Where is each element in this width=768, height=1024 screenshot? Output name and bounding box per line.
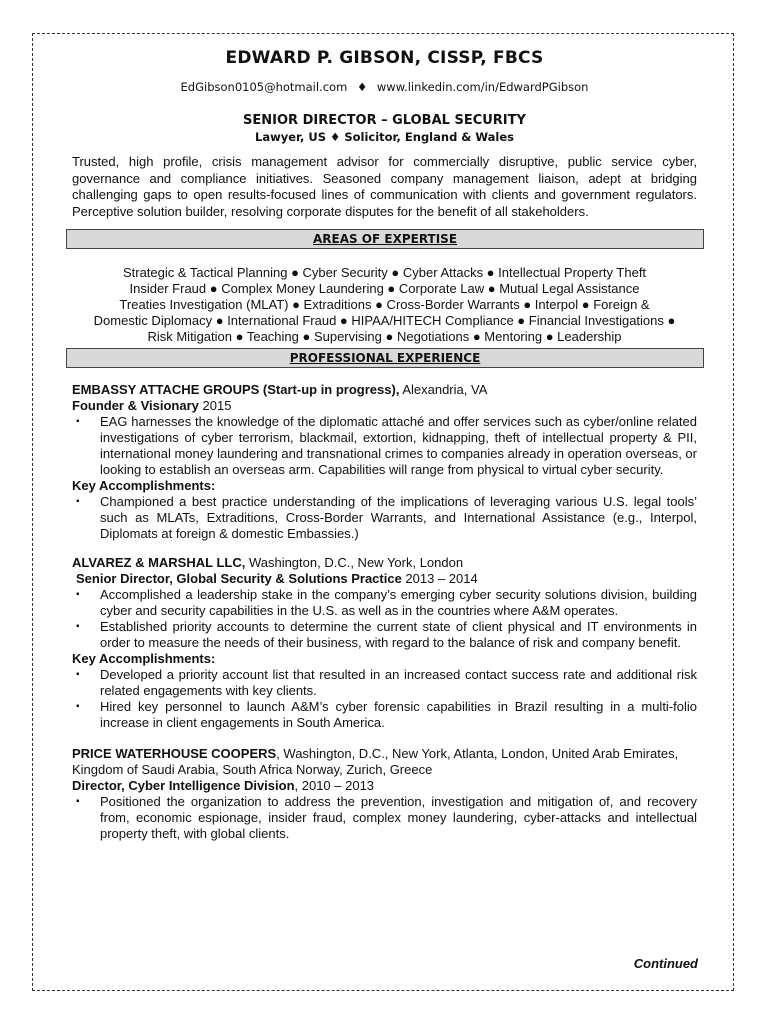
job-dates: , 2010 – 2013 <box>294 778 375 793</box>
key-accomplishments-label: Key Accomplishments: <box>72 651 216 666</box>
job-duties <box>72 794 697 842</box>
credentials-line: Lawyer, US ♦ Solicitor, England & Wales <box>255 130 514 144</box>
professional-summary: Trusted, high profile, crisis management advisor for commercially disruptive, public service cyber, governance and compliance initiatives. Seasoned company management liaison, adept at bridging challenging gaps to open results-focused lines of communication with clients and government regulators. Perceptive solution builder, resolving corporate disputes for the benefit of all stakeholders. <box>72 154 697 219</box>
job-title-line <box>72 398 697 414</box>
continued-marker: Continued <box>633 956 698 971</box>
job-entry <box>72 555 697 731</box>
diamond-separator-icon: ♦ <box>356 80 368 94</box>
job-title: Founder & Visionary <box>72 398 199 413</box>
key-accomplishments-label: Key Accomplishments: <box>72 478 216 493</box>
job-entry <box>72 382 697 542</box>
job-title: Director, Cyber Intelligence Division <box>72 778 295 793</box>
company-name: ALVAREZ & MARSHAL LLC, <box>72 555 246 570</box>
bullet-square-icon: ▪ <box>76 701 80 712</box>
accomplishment-text: Championed a best practice understanding of the implications of leveraging various U.S. legal tools’ such as MLATs, Extraditions, Cross-Border Warrants, and International Assistance (e.g., Interpol, Diplomats at foreign & domestic Embassies.) <box>100 494 697 541</box>
list-item <box>72 587 697 619</box>
candidate-name: EDWARD P. GIBSON, CISSP, FBCS <box>225 48 544 68</box>
resume-page <box>72 45 697 842</box>
company-name: PRICE WATERHOUSE COOPERS <box>72 746 277 761</box>
contact-line <box>72 79 697 95</box>
job-title-line <box>72 571 697 587</box>
bullet-square-icon: ▪ <box>76 621 80 632</box>
duty-text: Established priority accounts to determine the current state of client physical and IT environments in order to measure the needs of their business, with regard to the balance of risk and company benefit. <box>100 619 697 650</box>
company-line <box>72 746 697 778</box>
list-item <box>72 667 697 699</box>
duty-text: Accomplished a leadership stake in the company’s emerging cyber security solutions division, building cyber and security capabilities in the U.S. as well as in the countries where A&M operates. <box>100 587 697 618</box>
company-line <box>72 555 697 571</box>
job-dates: 2015 <box>198 398 232 413</box>
list-item <box>72 494 697 542</box>
company-location: Alexandria, VA <box>399 382 488 397</box>
duty-text: Positioned the organization to address the prevention, investigation and mitigation of, and recovery from, economic espionage, insider fraud, complex money laundering, cyber-attacks and intellectual property theft, with global clients. <box>100 794 697 841</box>
bullet-square-icon: ▪ <box>76 496 80 507</box>
accomplishment-text: Developed a priority account list that resulted in an increased contact success rate and additional risk related engagements with key clients. <box>100 667 697 698</box>
email-link[interactable]: EdGibson0105@hotmail.com <box>180 80 348 94</box>
expertise-section-title: AREAS OF EXPERTISE <box>312 232 458 246</box>
accomplishments-list <box>72 667 697 731</box>
accomplishment-text: Hired key personnel to launch A&M’s cyber forensic capabilities in Brazil resulting in a multi-folio increase in client engagements in South America. <box>100 699 697 730</box>
expertise-line: Strategic & Tactical Planning ● Cyber Security ● Cyber Attacks ● Intellectual Property Theft <box>122 265 647 280</box>
experience-section-header <box>66 348 704 368</box>
expertise-line: Treaties Investigation (MLAT) ● Extraditions ● Cross-Border Warrants ● Interpol ● Foreign & <box>119 297 650 312</box>
bullet-square-icon: ▪ <box>76 589 80 600</box>
expertise-line: Risk Mitigation ● Teaching ● Supervising ● Negotiations ● Mentoring ● Leadership <box>147 329 622 344</box>
expertise-line: Domestic Diplomacy ● International Fraud ● HIPAA/HITECH Compliance ● Financial Investigations ● <box>93 313 676 328</box>
list-item <box>72 619 697 651</box>
list-item <box>72 794 697 842</box>
job-duties <box>72 414 697 478</box>
company-line <box>72 382 697 398</box>
linkedin-link[interactable]: www.linkedin.com/in/EdwardPGibson <box>376 80 589 94</box>
bullet-square-icon: ▪ <box>76 796 80 807</box>
expertise-section-header <box>66 229 704 249</box>
job-entry <box>72 746 697 842</box>
job-duties <box>72 587 697 651</box>
list-item <box>72 699 697 731</box>
company-name: EMBASSY ATTACHE GROUPS (Start-up in progress), <box>72 382 400 397</box>
expertise-line: Insider Fraud ● Complex Money Laundering ● Corporate Law ● Mutual Legal Assistance <box>129 281 640 296</box>
company-location: Washington, D.C., New York, London <box>245 555 464 570</box>
list-item <box>72 414 697 478</box>
job-title-line <box>72 778 697 794</box>
expertise-list <box>72 265 697 345</box>
bullet-square-icon: ▪ <box>76 416 80 427</box>
accomplishments-list <box>72 494 697 542</box>
experience-section-title: PROFESSIONAL EXPERIENCE <box>289 351 481 365</box>
duty-text: EAG harnesses the knowledge of the diplomatic attaché and offer services such as cyber/online related investigations of cyber terrorism, blackmail, extortion, kidnapping, theft of intellectual property & PII, international money laundering and transnational crimes to companies already in operation overseas, or looking to establish an overseas arm. Capabilities will range from physical to virtual cyber security. <box>100 414 697 477</box>
job-dates: 2013 – 2014 <box>401 571 478 586</box>
job-title: Senior Director, Global Security & Solutions Practice <box>76 571 402 586</box>
bullet-square-icon: ▪ <box>76 669 80 680</box>
company-location: , Washington, D.C., New York, Atlanta, London, United Arab Emirates, Kingdom of Saudi Arabia, South Africa Norway, Zurich, Greece <box>72 746 679 777</box>
target-role: SENIOR DIRECTOR – GLOBAL SECURITY <box>243 113 526 128</box>
